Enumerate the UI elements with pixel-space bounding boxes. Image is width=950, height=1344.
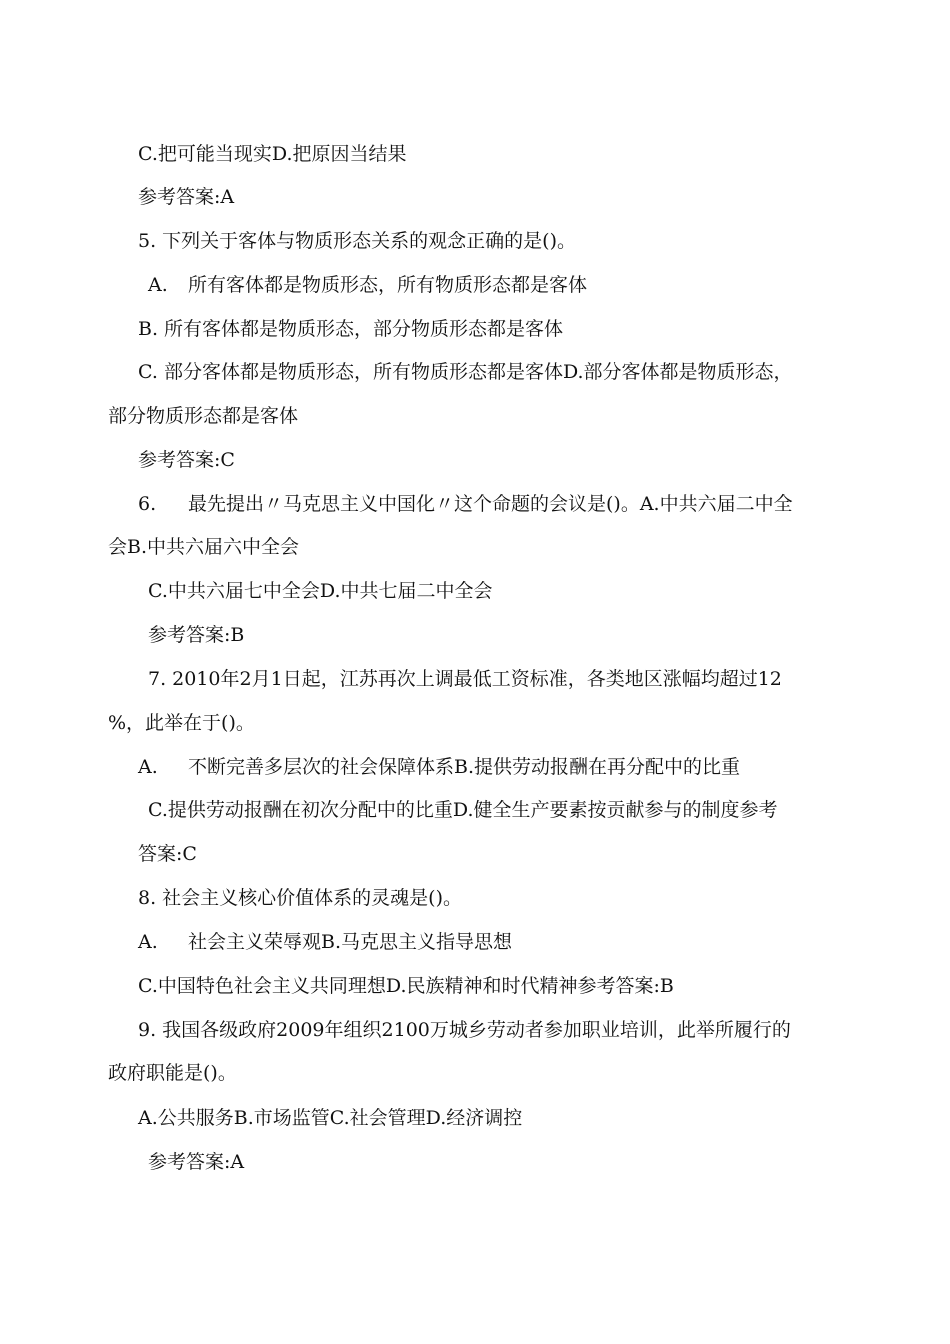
option-label: A. [148,274,168,296]
option-label: A. [138,756,158,778]
option-continuation: 部分物质形态都是客体 [108,405,299,427]
option-line: C.把可能当现实D.把原因当结果 [138,143,407,165]
option-label: A. [138,931,158,953]
question-continuation: 会B.中共六届六中全会 [108,536,300,558]
answer-line: 参考答案:A [138,186,235,208]
option-line: C.提供劳动报酬在初次分配中的比重D.健全生产要素按贡献参与的制度参考 [148,799,778,821]
option-text: 所有客体都是物质形态，所有物质形态都是客体 [188,274,588,296]
question-9: 9. 我国各级政府2009年组织2100万城乡劳动者参加职业培训，此举所履行的 [138,1019,791,1041]
option-line: C. 部分客体都是物质形态，所有物质形态都是客体D.部分客体都是物质形态， [138,361,793,383]
option-text: 不断完善多层次的社会保障体系B.提供劳动报酬在再分配中的比重 [188,756,741,778]
answer-line: 答案:C [138,843,197,865]
question-7: 7. 2010年2月1日起，江苏再次上调最低工资标准，各类地区涨幅均超过12 [148,668,782,690]
option-line: B. 所有客体都是物质形态，部分物质形态都是客体 [138,318,564,340]
question-continuation: 政府职能是()。 [108,1062,237,1084]
answer-line: 参考答案:C [138,449,235,471]
answer-line: 参考答案:B [148,624,245,646]
question-5: 5. 下列关于客体与物质形态关系的观念正确的是()。 [138,230,576,252]
question-continuation: %，此举在于()。 [108,712,255,734]
question-8: 8. 社会主义核心价值体系的灵魂是()。 [138,887,462,909]
answer-line: 参考答案:A [148,1151,245,1173]
question-number: 6. [138,493,157,515]
option-line: C.中共六届七中全会D.中共七届二中全会 [148,580,493,602]
option-text: 社会主义荣辱观B.马克思主义指导思想 [188,931,513,953]
option-line: A.公共服务B.市场监管C.社会管理D.经济调控 [138,1107,523,1129]
option-line: C.中国特色社会主义共同理想D.民族精神和时代精神参考答案:B [138,975,674,997]
question-6: 最先提出〃马克思主义中国化〃这个命题的会议是()。A.中共六届二中全 [188,493,793,515]
